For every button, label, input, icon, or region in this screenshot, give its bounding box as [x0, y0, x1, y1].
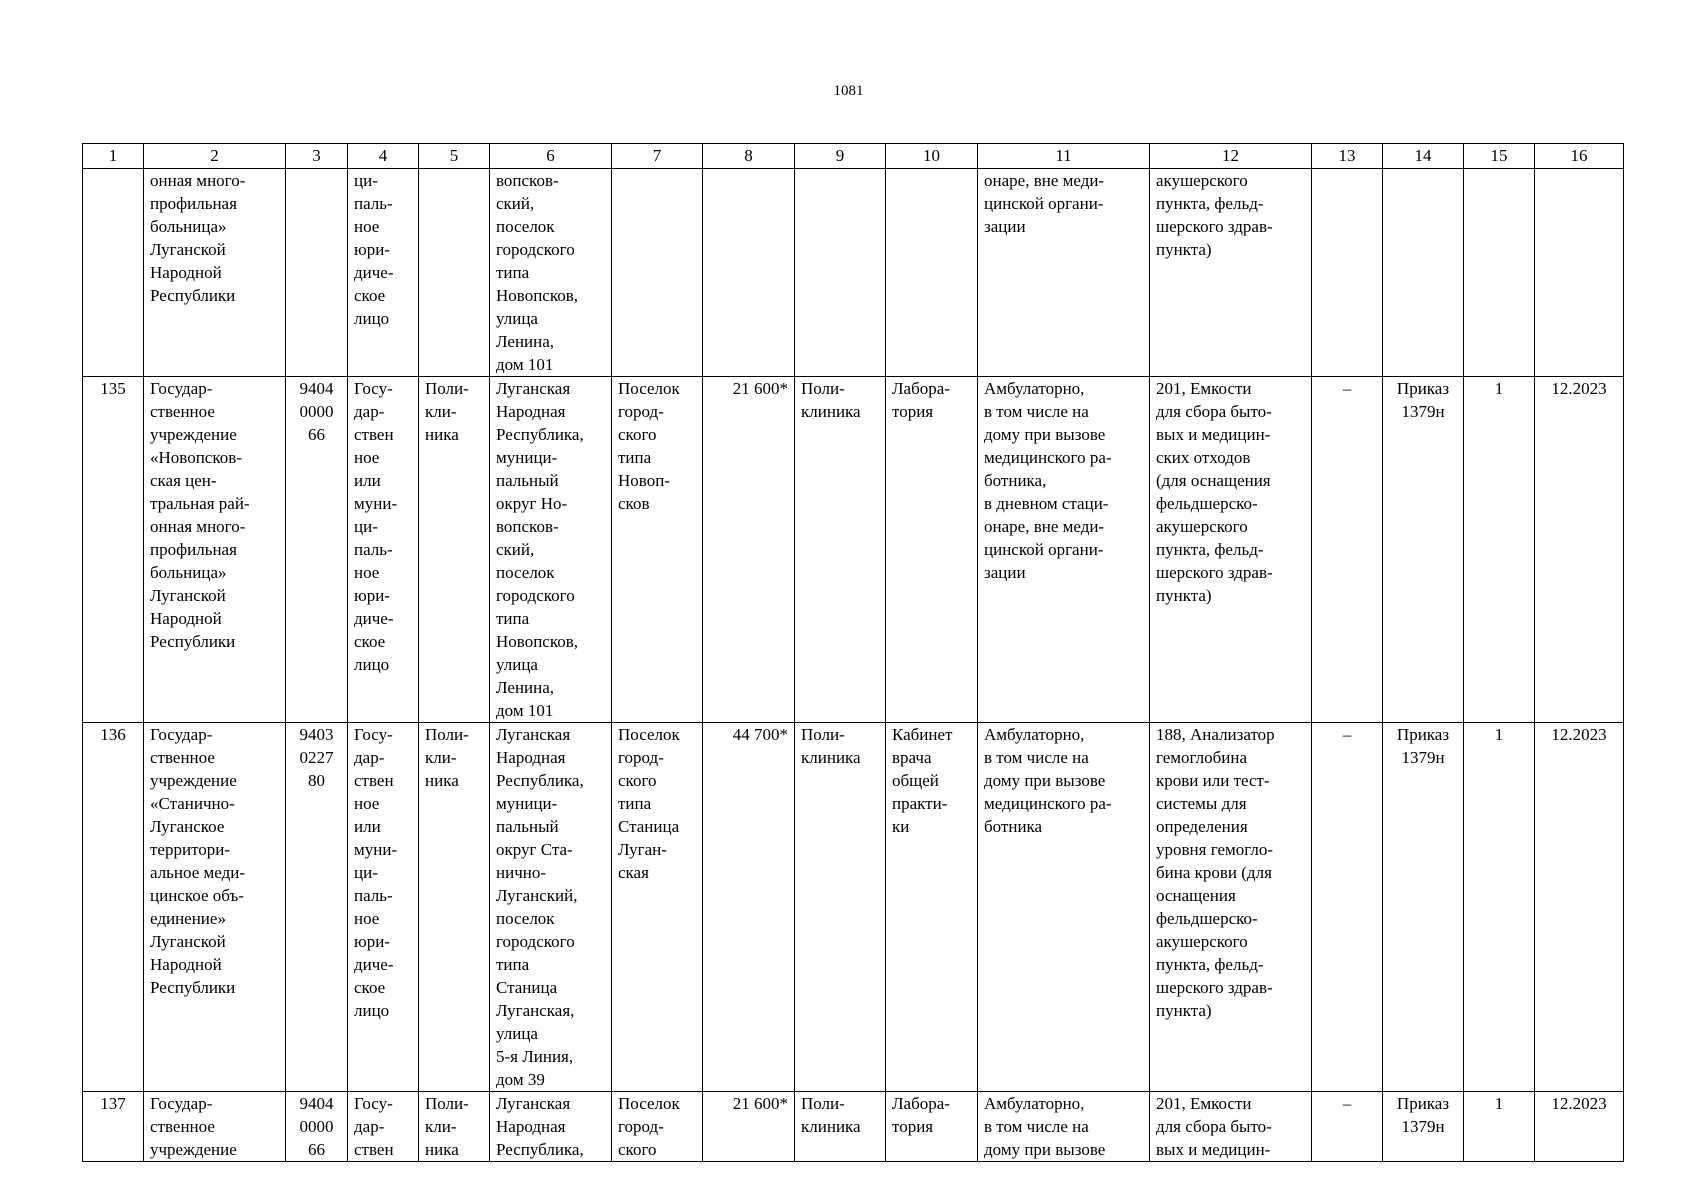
- care-conditions: Амбулаторно, в том числе на дому при вызове медицинского ра- ботника, в дневном стаци- онаре, вне меди- цинской органи- зации: [978, 377, 1150, 723]
- facility-type: Поли- кли- ника: [419, 723, 490, 1092]
- address: Луганская Народная Республика, муници- пальный округ Ста- нично- Луганский, поселок городского типа Станица Луганская, улица 5-я Линия, дом 39: [490, 723, 612, 1092]
- organization-name: Государ- ственное учреждение «Новопсков- ская цен- тральная рай- онная много- профильная больница» Луганской Народной Республики: [144, 377, 286, 723]
- column-header: 11: [978, 144, 1150, 169]
- column-header: 1: [83, 144, 144, 169]
- column-header: 13: [1312, 144, 1383, 169]
- order-reference: [1383, 169, 1464, 377]
- order-reference: Приказ 1379н: [1383, 377, 1464, 723]
- column-header: 9: [795, 144, 886, 169]
- column-13-value: –: [1312, 1092, 1383, 1162]
- unit: Лабора- тория: [886, 377, 978, 723]
- care-conditions: онаре, вне меди- цинской органи- зации: [978, 169, 1150, 377]
- table-row: [83, 169, 1624, 377]
- quantity: 1: [1464, 377, 1535, 723]
- organization-name: Государ- ственное учреждение: [144, 1092, 286, 1162]
- date: 12.2023: [1535, 723, 1624, 1092]
- care-conditions: Амбулаторно, в том числе на дому при вызове: [978, 1092, 1150, 1162]
- quantity: 1: [1464, 723, 1535, 1092]
- table-row: [83, 377, 1624, 723]
- column-header: 2: [144, 144, 286, 169]
- column-header: 15: [1464, 144, 1535, 169]
- legal-form: Госу- дар- ствен ное или муни- ци- паль- ное юри- диче- ское лицо: [348, 723, 419, 1092]
- row-number: [83, 169, 144, 377]
- population: 21 600*: [703, 377, 795, 723]
- column-header: 4: [348, 144, 419, 169]
- quantity: 1: [1464, 1092, 1535, 1162]
- unit: Кабинет врача общей практи- ки: [886, 723, 978, 1092]
- inn-code: 9404 0000 66: [286, 377, 348, 723]
- date: [1535, 169, 1624, 377]
- column-header: 10: [886, 144, 978, 169]
- table-row: [83, 1092, 1624, 1162]
- facility-type: Поли- кли- ника: [419, 377, 490, 723]
- subdivision: Поли- клиника: [795, 1092, 886, 1162]
- facility-type: [419, 169, 490, 377]
- population: 44 700*: [703, 723, 795, 1092]
- locality: Поселок город- ского типа Станица Луган- ская: [612, 723, 703, 1092]
- column-header: 8: [703, 144, 795, 169]
- date: 12.2023: [1535, 377, 1624, 723]
- row-number: 137: [83, 1092, 144, 1162]
- column-header: 16: [1535, 144, 1624, 169]
- locality: [612, 169, 703, 377]
- column-header: 7: [612, 144, 703, 169]
- column-header: 6: [490, 144, 612, 169]
- column-header: 3: [286, 144, 348, 169]
- subdivision: [795, 169, 886, 377]
- column-header: 14: [1383, 144, 1464, 169]
- equipment: 201, Емкости для сбора быто- вых и медицин-: [1150, 1092, 1312, 1162]
- page-number: 1081: [833, 83, 864, 99]
- order-reference: Приказ 1379н: [1383, 1092, 1464, 1162]
- locality: Поселок город- ского: [612, 1092, 703, 1162]
- unit: [886, 169, 978, 377]
- inn-code: 9404 0000 66: [286, 1092, 348, 1162]
- legal-form: Госу- дар- ствен: [348, 1092, 419, 1162]
- equipment: 201, Емкости для сбора быто- вых и медицин- ских отходов (для оснащения фельдшерско- акушерского пункта, фельд- шерского здрав- пункта): [1150, 377, 1312, 723]
- table-header-row: [83, 144, 1624, 169]
- address: вопсков- ский, поселок городского типа Новопсков, улица Ленина, дом 101: [490, 169, 612, 377]
- legal-form: ци- паль- ное юри- диче- ское лицо: [348, 169, 419, 377]
- organization-name: онная много- профильная больница» Луганской Народной Республики: [144, 169, 286, 377]
- address: Луганская Народная Республика,: [490, 1092, 612, 1162]
- column-13-value: [1312, 169, 1383, 377]
- equipment: акушерского пункта, фельд- шерского здрав- пункта): [1150, 169, 1312, 377]
- date: 12.2023: [1535, 1092, 1624, 1162]
- population: 21 600*: [703, 1092, 795, 1162]
- organization-name: Государ- ственное учреждение «Станично- Луганское территори- альное меди- цинское объ- единение» Луганской Народной Республики: [144, 723, 286, 1092]
- column-13-value: –: [1312, 377, 1383, 723]
- quantity: [1464, 169, 1535, 377]
- medical-equipment-table: [82, 143, 1624, 1162]
- population: [703, 169, 795, 377]
- column-header: 12: [1150, 144, 1312, 169]
- facility-type: Поли- кли- ника: [419, 1092, 490, 1162]
- inn-code: [286, 169, 348, 377]
- address: Луганская Народная Республика, муници- пальный округ Но- вопсков- ский, поселок городского типа Новопсков, улица Ленина, дом 101: [490, 377, 612, 723]
- inn-code: 9403 0227 80: [286, 723, 348, 1092]
- subdivision: Поли- клиника: [795, 723, 886, 1092]
- care-conditions: Амбулаторно, в том числе на дому при вызове медицинского ра- ботника: [978, 723, 1150, 1092]
- equipment: 188, Анализатор гемоглобина крови или тест- системы для определения уровня гемогло- бина крови (для оснащения фельдшерско- акушерского пункта, фельд- шерского здрав- пункта): [1150, 723, 1312, 1092]
- unit: Лабора- тория: [886, 1092, 978, 1162]
- legal-form: Госу- дар- ствен ное или муни- ци- паль- ное юри- диче- ское лицо: [348, 377, 419, 723]
- row-number: 136: [83, 723, 144, 1092]
- locality: Поселок город- ского типа Новоп- сков: [612, 377, 703, 723]
- column-13-value: –: [1312, 723, 1383, 1092]
- column-header: 5: [419, 144, 490, 169]
- order-reference: Приказ 1379н: [1383, 723, 1464, 1092]
- table-row: [83, 723, 1624, 1092]
- subdivision: Поли- клиника: [795, 377, 886, 723]
- row-number: 135: [83, 377, 144, 723]
